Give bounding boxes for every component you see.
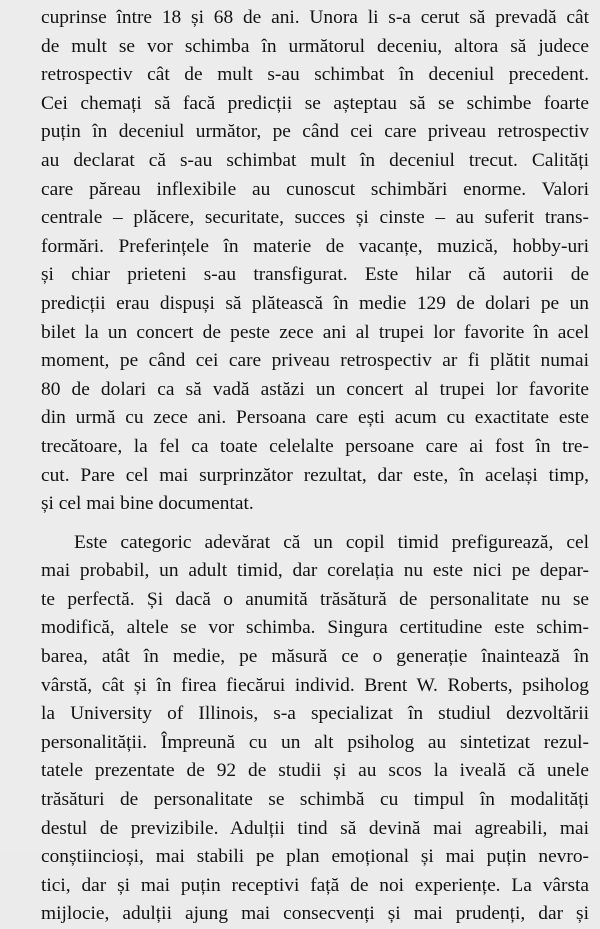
text-line: tatele prezentate de 92 de studii și au scos la iveală că unele: [41, 760, 589, 782]
paragraph-2: [41, 529, 589, 929]
text-line: moment, pe când cei care priveau retrospectiv ar fi plătit numai: [41, 350, 589, 372]
text-line: modifică, altele se vor schimba. Singura certitudine este schim-: [41, 617, 589, 639]
text-line: centrale – plăcere, securitate, succes și cinste – au suferit trans-: [41, 207, 589, 229]
text-line: tici, dar și mai puțin receptivi față de noi experiențe. La vârsta: [41, 874, 589, 896]
text-line: te perfectă. Și dacă o anumită trăsătură de personalitate nu se: [41, 588, 589, 610]
text-line: și cel mai bine documentat.: [41, 493, 254, 515]
body-text: [41, 4, 589, 929]
text-line: puțin în deceniul următor, pe când cei care priveau retrospectiv: [41, 121, 589, 143]
text-line: și chiar prieteni s-au transfigurat. Este hilar că autorii de: [41, 264, 589, 286]
text-line: destul de previzibile. Adulții tind să devină mai agreabili, mai: [41, 817, 589, 839]
text-line: Cei chemați să facă predicții se așteptau să se schimbe foarte: [41, 92, 589, 114]
text-line: retrospectiv cât de mult s-au schimbat în deceniul precedent.: [41, 64, 589, 86]
text-line: conștiincioși, mai stabili pe plan emoțional și mai puțin nevro-: [41, 846, 589, 868]
text-line: trăsături de personalitate se schimbă cu timpul în modalități: [41, 789, 589, 811]
paragraph-spacer: [41, 519, 589, 529]
text-line: cuprinse între 18 și 68 de ani. Unora li s-a cerut să prevadă cât: [41, 7, 589, 28]
text-line: barea, atât în medie, pe măsură ce o generație înaintează în: [41, 646, 589, 668]
text-line: bilet la un concert de peste zece ani al trupei lor favorite în acel: [41, 321, 589, 343]
text-line: mijlocie, adulții ajung mai consecvenți și mai prudenți, dar și: [41, 903, 589, 925]
text-line: din urmă cu zece ani. Persoana care ești acum cu exactitate este: [41, 407, 589, 429]
text-line: formări. Preferințele în materie de vacanțe, muzică, hobby-uri: [41, 235, 589, 257]
text-line: predicții erau dispuși să plătească în medie 129 de dolari pe un: [41, 292, 589, 314]
text-line: Este categoric adevărat că un copil timid prefigurează, cel: [74, 531, 589, 553]
text-line: de mult se vor schimba în următorul deceniu, altora să judece: [41, 35, 589, 57]
text-line: au declarat că s-au schimbat mult în deceniul trecut. Calități: [41, 149, 589, 171]
text-line: mai probabil, un adult timid, dar corelația nu este nici pe depar-: [41, 560, 589, 582]
text-line: cut. Pare cel mai surprinzător rezultat, dar este, în același timp,: [41, 464, 589, 486]
text-line: vârstă, cât și în firea fiecărui individ. Brent W. Roberts, psiholog: [41, 674, 589, 696]
text-line: care păreau inflexibile au cunoscut schimbări enorme. Valori: [41, 178, 589, 200]
text-line: trecătoare, la fel ca toate celelalte persoane care ai fost în tre-: [41, 435, 589, 457]
text-line: la University of Illinois, s-a specializat în studiul dezvoltării: [41, 703, 589, 725]
paragraph-1: [41, 4, 589, 519]
text-line: 80 de dolari ca să vadă astăzi un concert al trupei lor favorite: [41, 378, 589, 400]
text-line: personalității. Împreună cu un alt psiholog au sintetizat rezul-: [41, 731, 589, 753]
